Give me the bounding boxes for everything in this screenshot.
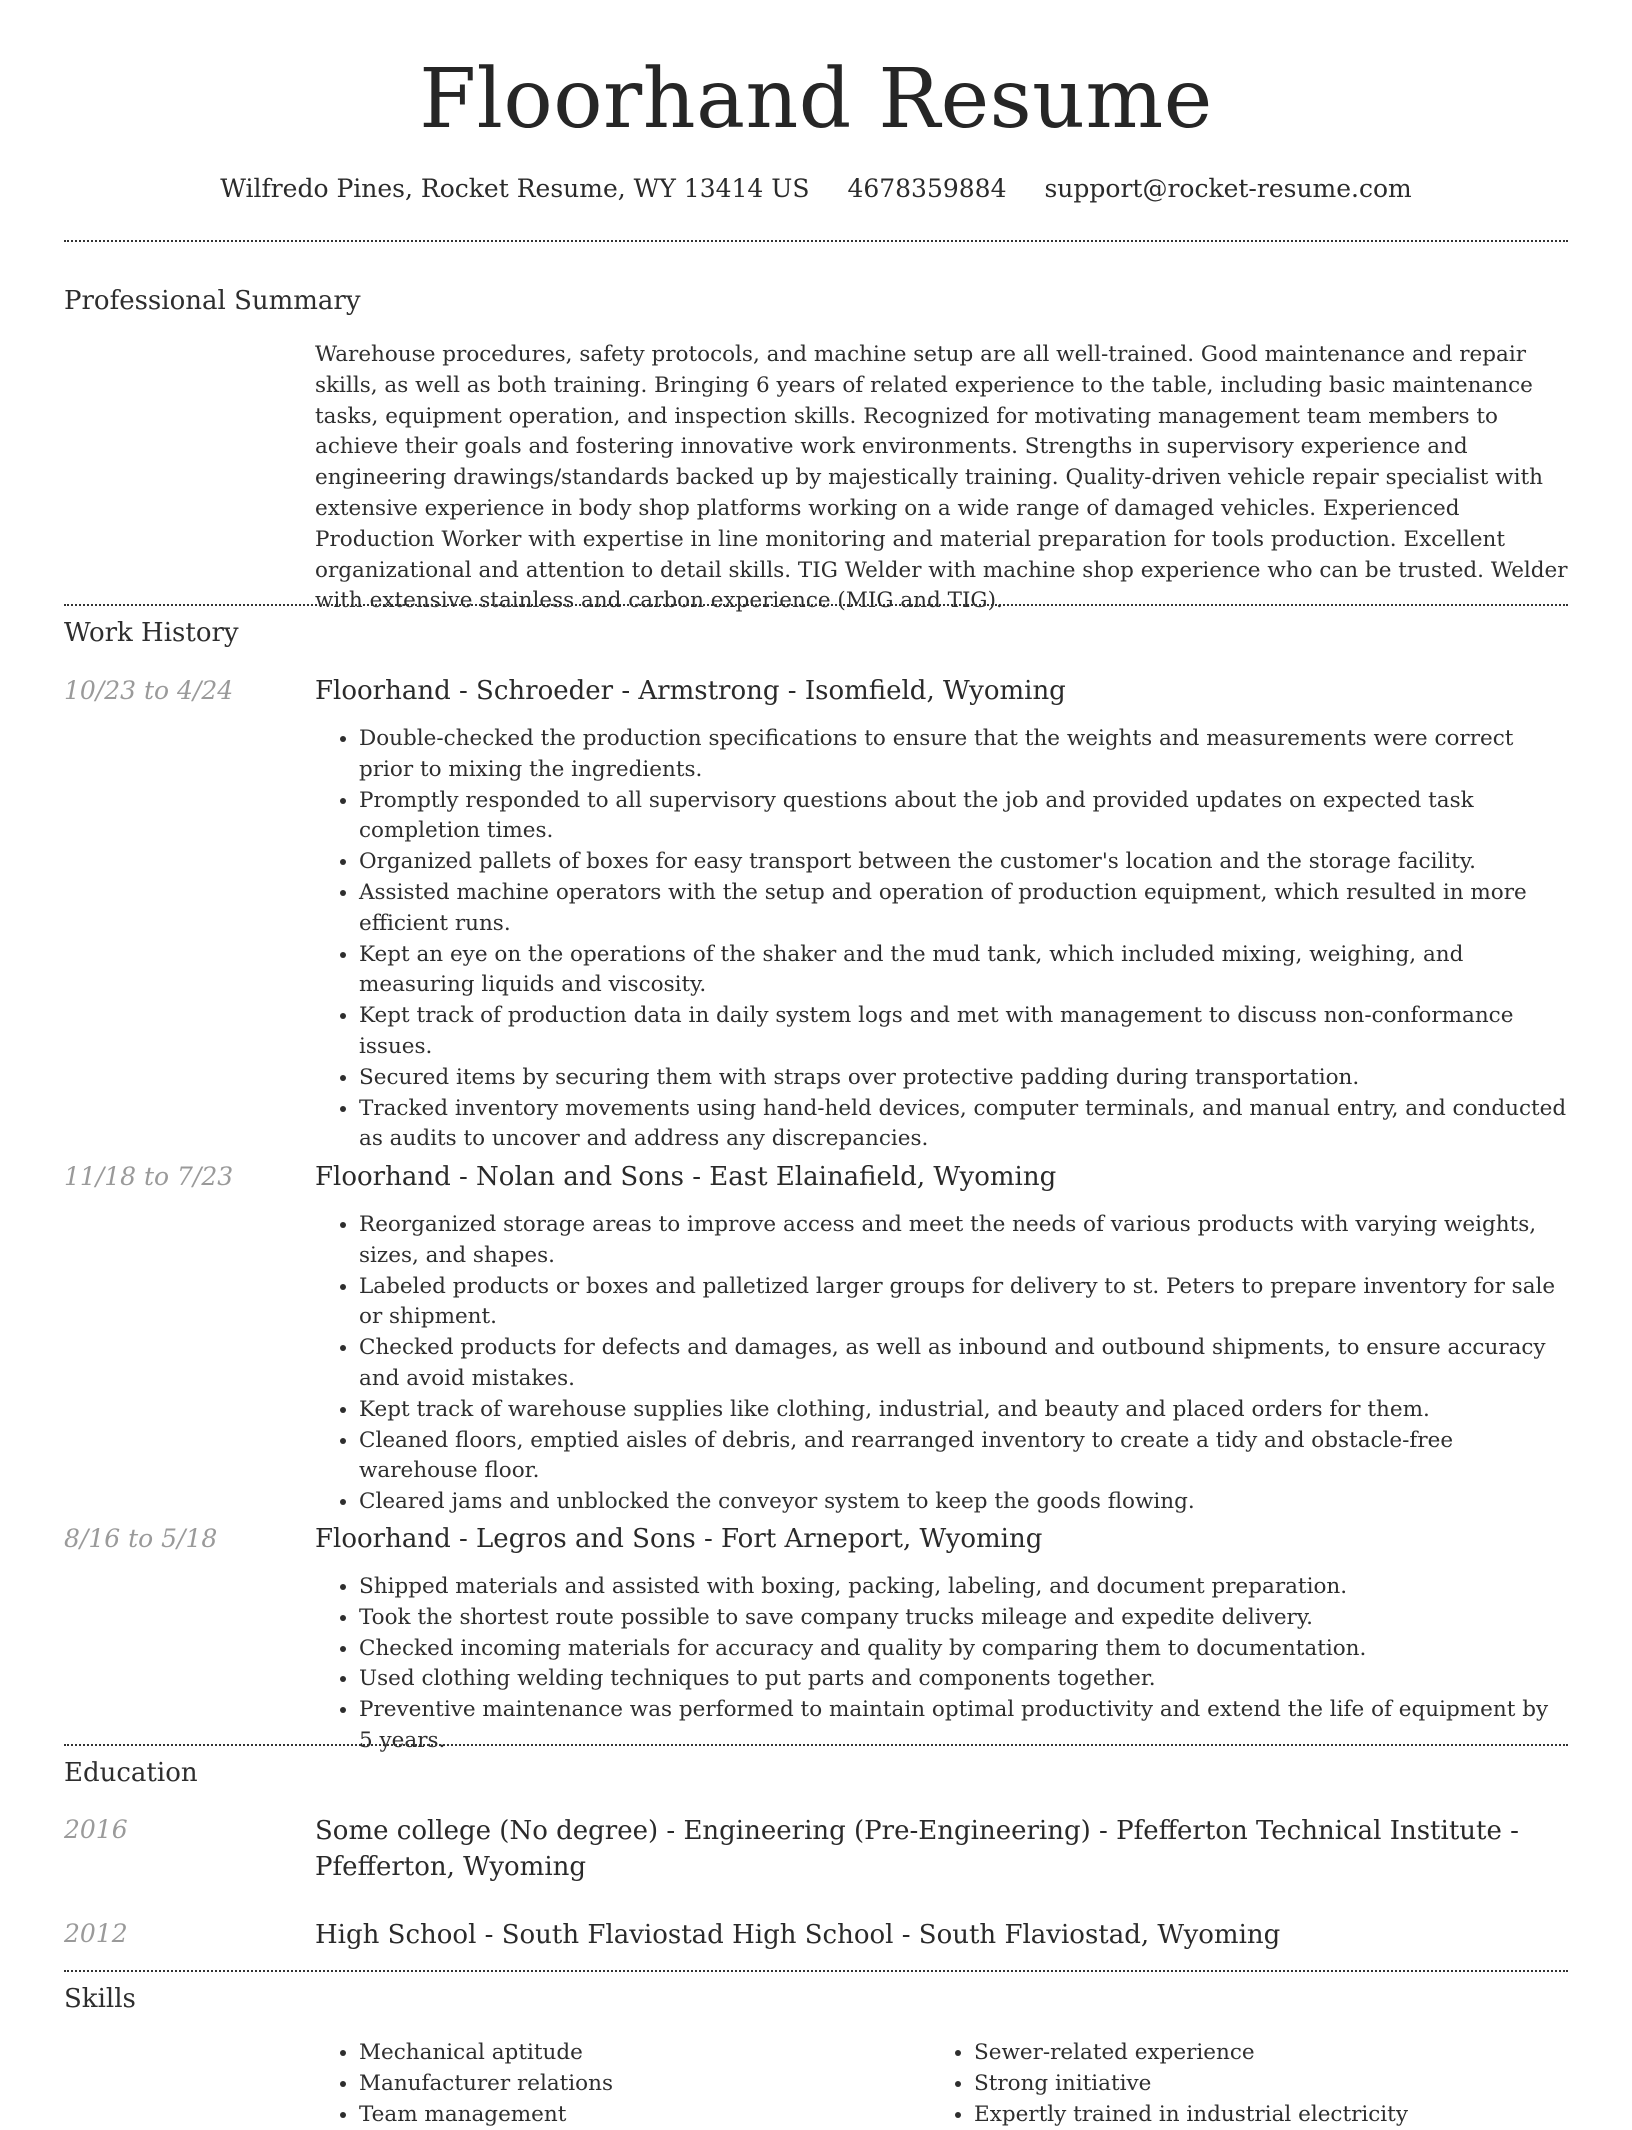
skill-item: • Mechanical aptitude <box>359 2038 915 2069</box>
list-item: • Took the shortest route possible to save company trucks mileage and expedite delivery. <box>359 1603 1568 1634</box>
summary-text: Warehouse procedures, safety protocols, and machine setup are all well-trained. Good maintenance and repair skills, as well as both training. Bringing 6 years of related experience to the table, including basic maintenance tasks, equipment operation, and inspection skills. Recognized for motivating management team members to achieve their goals and fostering innovative work environments. Strengths in supervisory experience and engineering drawings/standards backed up by majestically training. Quality-driven vehicle repair specialist with extensive experience in body shop platforms working on a wide range of damaged vehicles. Experienced Production Worker with expertise in line monitoring and material preparation for tools production. Excellent organizational and attention to detail skills. TIG Welder with machine shop experience who can be trusted. Welder with extensive stainless and carbon experience (MIG and TIG). <box>315 342 1568 614</box>
list-item: • Kept an eye on the operations of the shaker and the mud tank, which included mixing, weighing, and measuring liquids and viscosity. <box>359 940 1568 1002</box>
skill-item: • Manufacturer relations <box>359 2069 915 2100</box>
list-item: • Used clothing welding techniques to put parts and components together. <box>359 1664 1568 1695</box>
job-title: Floorhand - Schroeder - Armstrong - Isomfield, Wyoming <box>315 676 1066 706</box>
skill-item: • Expertly trained in industrial electricity <box>974 2100 1530 2130</box>
list-item: • Tracked inventory movements using hand-held devices, computer terminals, and manual entry, and conducted as audits to uncover and address any discrepancies. <box>359 1094 1568 1156</box>
list-item: • Secured items by securing them with straps over protective padding during transportation. <box>359 1063 1568 1094</box>
divider <box>64 240 1568 242</box>
divider <box>64 604 1568 606</box>
list-item: • Assisted machine operators with the setup and operation of production equipment, which resulted in more efficient runs. <box>359 878 1568 940</box>
list-item: • Promptly responded to all supervisory questions about the job and provided updates on expected task completion times. <box>359 786 1568 848</box>
list-item: • Kept track of warehouse supplies like clothing, industrial, and beauty and placed orders for them. <box>359 1395 1568 1426</box>
list-item: • Checked products for defects and damages, as well as inbound and outbound shipments, to ensure accuracy and avoid mistakes. <box>359 1333 1568 1395</box>
section-title-skills: Skills <box>64 1984 136 2014</box>
divider <box>64 1970 1568 1972</box>
list-item: • Organized pallets of boxes for easy transport between the customer's location and the storage facility. <box>359 847 1568 878</box>
contact-address: Wilfredo Pines, Rocket Resume, WY 13414 US <box>220 174 810 203</box>
skill-item: • Sewer-related experience <box>974 2038 1530 2069</box>
job-bullets <box>315 1210 1568 1518</box>
contact-phone: 4678359884 <box>847 174 1007 203</box>
section-title-work-history: Work History <box>64 618 239 648</box>
section-title-summary: Professional Summary <box>64 286 361 316</box>
education-year: 2012 <box>64 1919 128 1948</box>
list-item: • Shipped materials and assisted with boxing, packing, labeling, and document preparation. <box>359 1572 1568 1603</box>
divider <box>64 1744 1568 1746</box>
list-item: • Reorganized storage areas to improve access and meet the needs of various products with varying weights, sizes, and shapes. <box>359 1210 1568 1272</box>
job-dates: 10/23 to 4/24 <box>64 676 234 705</box>
education-entry: Some college (No degree) - Engineering (Pre-Engineering) - Pfefferton Technical Institute - Pfefferton, Wyoming <box>315 1816 1519 1882</box>
job-title: Floorhand - Nolan and Sons - East Elainafield, Wyoming <box>315 1162 1057 1192</box>
list-item: • Kept track of production data in daily system logs and met with management to discuss non-conformance issues. <box>359 1001 1568 1063</box>
list-item: • Labeled products or boxes and palletized larger groups for delivery to st. Peters to prepare inventory for sale or shipment. <box>359 1272 1568 1334</box>
job-bullets <box>315 1572 1568 1757</box>
skill-item: • Team management <box>359 2100 915 2130</box>
list-item: • Cleared jams and unblocked the conveyor system to keep the goods flowing. <box>359 1487 1568 1518</box>
resume-title: Floorhand Resume <box>419 52 1213 147</box>
list-item: • Double-checked the production specifications to ensure that the weights and measurements were correct prior to mixing the ingredients. <box>359 724 1568 786</box>
list-item: • Checked incoming materials for accuracy and quality by comparing them to documentation. <box>359 1634 1568 1665</box>
education-year: 2016 <box>64 1815 128 1844</box>
job-title: Floorhand - Legros and Sons - Fort Arneport, Wyoming <box>315 1524 1043 1554</box>
job-dates: 11/18 to 7/23 <box>64 1162 234 1191</box>
contact-line <box>64 170 1568 208</box>
skill-item: • Strong initiative <box>974 2069 1530 2100</box>
list-item: • Cleaned floors, emptied aisles of debris, and rearranged inventory to create a tidy and obstacle-free warehouse floor. <box>359 1426 1568 1488</box>
job-dates: 8/16 to 5/18 <box>64 1524 218 1553</box>
list-item: • Preventive maintenance was performed to maintain optimal productivity and extend the life of equipment by 5 years. <box>359 1695 1568 1757</box>
job-bullets <box>315 724 1568 1155</box>
education-entry: High School - South Flaviostad High School - South Flaviostad, Wyoming <box>315 1920 1281 1950</box>
section-title-education: Education <box>64 1758 198 1788</box>
contact-email: support@rocket-resume.com <box>1044 174 1412 203</box>
skills-list-right <box>930 2038 1530 2130</box>
skills-list-left <box>315 2038 915 2130</box>
